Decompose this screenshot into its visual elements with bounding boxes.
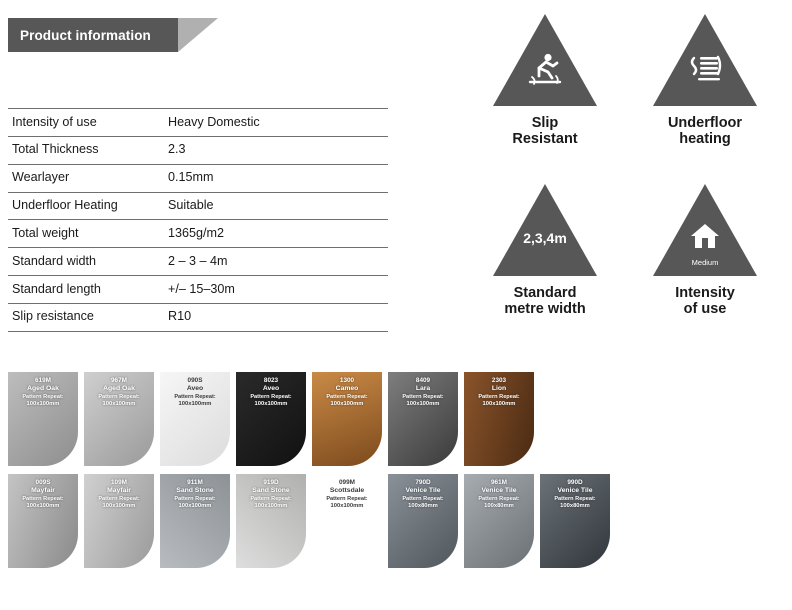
swatch-text bbox=[388, 474, 458, 509]
swatch-text bbox=[8, 372, 78, 407]
swatch-code: 099M bbox=[339, 479, 355, 486]
colour-swatch-grid bbox=[8, 372, 788, 576]
triangle-shape bbox=[493, 184, 597, 276]
spec-label: Standard length bbox=[12, 281, 101, 296]
swatch-repeat-label: Pattern Repeat: bbox=[22, 394, 64, 401]
swatch-text bbox=[236, 474, 306, 509]
table-row bbox=[8, 276, 388, 304]
feature-caption-line1: Underfloor bbox=[667, 115, 743, 131]
swatch-code: 009S bbox=[35, 479, 51, 486]
feature-caption-line2: of use bbox=[683, 301, 727, 318]
underfloor-heating-icon bbox=[653, 52, 757, 84]
swatch-text bbox=[464, 372, 534, 407]
banner-tail-shape bbox=[178, 18, 218, 52]
spec-label: Standard width bbox=[12, 253, 97, 268]
triangle-shape bbox=[653, 184, 757, 276]
swatch-item[interactable] bbox=[312, 474, 382, 568]
spec-label: Wearlayer bbox=[12, 170, 70, 185]
swatch-repeat-label: Pattern Repeat: bbox=[250, 496, 292, 503]
swatch-dimension: 100x100mm bbox=[330, 400, 364, 407]
spec-label: Total weight bbox=[12, 225, 79, 240]
swatch-name: Lara bbox=[415, 384, 431, 392]
swatch-dimension: 100x100mm bbox=[178, 502, 212, 509]
swatch-name: Scottsdale bbox=[329, 486, 365, 494]
spec-label: Slip resistance bbox=[12, 309, 94, 324]
swatch-dimension: 100x100mm bbox=[254, 502, 288, 509]
swatch-repeat-label: Pattern Repeat: bbox=[250, 394, 292, 401]
spec-label: Underfloor Heating bbox=[12, 198, 118, 213]
swatch-dimension: 100x80mm bbox=[484, 502, 514, 509]
swatch-text bbox=[84, 372, 154, 407]
swatch-name: Aveo bbox=[186, 384, 204, 392]
feature-caption-line2: metre width bbox=[504, 301, 586, 318]
spec-value: 2.3 bbox=[168, 142, 186, 157]
feature-caption bbox=[630, 285, 780, 317]
swatch-code: 790D bbox=[415, 479, 431, 486]
swatch-row-2 bbox=[8, 474, 788, 568]
swatch-repeat-label: Pattern Repeat: bbox=[326, 394, 368, 401]
specification-table-body bbox=[8, 109, 388, 332]
swatch-dimension: 100x100mm bbox=[406, 400, 440, 407]
swatch-text bbox=[312, 372, 382, 407]
swatch-item[interactable] bbox=[160, 372, 230, 466]
swatch-dimension: 100x100mm bbox=[26, 400, 60, 407]
swatch-name: Mayfair bbox=[107, 486, 131, 494]
table-row bbox=[8, 136, 388, 164]
table-row bbox=[8, 109, 388, 137]
swatch-code: 8409 bbox=[415, 377, 431, 384]
swatch-repeat-label: Pattern Repeat: bbox=[554, 496, 596, 503]
swatch-text bbox=[540, 474, 610, 509]
swatch-code: 911M bbox=[187, 479, 203, 486]
swatch-text bbox=[464, 474, 534, 509]
triangle-shape bbox=[493, 14, 597, 106]
swatch-name: Cameo bbox=[335, 384, 359, 392]
swatch-dimension: 100x80mm bbox=[408, 502, 438, 509]
swatch-name: Aged Oak bbox=[27, 384, 59, 392]
swatch-item[interactable] bbox=[388, 474, 458, 568]
swatch-name: Venice Tile bbox=[557, 486, 593, 494]
metre-width-value: 2,3,4m bbox=[523, 230, 567, 246]
swatch-code: 990D bbox=[567, 479, 583, 486]
swatch-text bbox=[236, 372, 306, 407]
feature-caption-line1: Intensity bbox=[675, 285, 735, 301]
swatch-row-1 bbox=[8, 372, 788, 466]
swatch-repeat-label: Pattern Repeat: bbox=[174, 394, 216, 401]
table-row bbox=[8, 220, 388, 248]
swatch-dimension: 100x100mm bbox=[102, 502, 136, 509]
spec-value: 2 – 3 – 4m bbox=[168, 253, 228, 268]
spec-value: 1365g/m2 bbox=[168, 225, 225, 240]
swatch-dimension: 100x100mm bbox=[26, 502, 60, 509]
feature-caption-line1: Slip bbox=[531, 115, 559, 131]
swatch-code: 961M bbox=[491, 479, 507, 486]
table-row bbox=[8, 248, 388, 276]
feature-caption bbox=[470, 115, 620, 147]
swatch-item[interactable] bbox=[160, 474, 230, 568]
swatch-code: 090S bbox=[187, 377, 203, 384]
spec-value: 0.15mm bbox=[168, 170, 214, 185]
swatch-dimension: 100x100mm bbox=[102, 400, 136, 407]
swatch-text bbox=[312, 474, 382, 509]
table-row bbox=[8, 192, 388, 220]
swatch-dimension: 100x100mm bbox=[330, 502, 364, 509]
swatch-dimension: 100x100mm bbox=[482, 400, 516, 407]
swatch-text bbox=[160, 372, 230, 407]
swatch-dimension: 100x80mm bbox=[560, 502, 590, 509]
swatch-dimension: 100x100mm bbox=[254, 400, 288, 407]
swatch-item[interactable] bbox=[464, 474, 534, 568]
swatch-code: 619M bbox=[35, 377, 51, 384]
swatch-repeat-label: Pattern Repeat: bbox=[478, 496, 520, 503]
swatch-repeat-label: Pattern Repeat: bbox=[174, 496, 216, 503]
feature-caption bbox=[470, 285, 620, 317]
swatch-repeat-label: Pattern Repeat: bbox=[98, 394, 140, 401]
swatch-name: Aged Oak bbox=[103, 384, 135, 392]
feature-caption-line2: Resistant bbox=[512, 131, 578, 148]
feature-standard-metre-width bbox=[470, 184, 620, 317]
swatch-repeat-label: Pattern Repeat: bbox=[402, 496, 444, 503]
swatch-name: Aveo bbox=[262, 384, 280, 392]
product-information-banner bbox=[8, 18, 218, 52]
house-icon bbox=[653, 222, 757, 250]
swatch-name: Sand Stone bbox=[176, 486, 214, 494]
swatch-item[interactable] bbox=[388, 372, 458, 466]
swatch-name: Sand Stone bbox=[252, 486, 290, 494]
slip-resistant-icon bbox=[493, 52, 597, 86]
table-row bbox=[8, 303, 388, 331]
intensity-sub-label: Medium bbox=[691, 258, 719, 267]
swatch-name: Mayfair bbox=[31, 486, 55, 494]
swatch-text bbox=[388, 372, 458, 407]
spec-value: Suitable bbox=[168, 198, 214, 213]
spec-label: Intensity of use bbox=[12, 114, 97, 129]
swatch-code: 1300 bbox=[339, 377, 355, 384]
swatch-item[interactable] bbox=[236, 474, 306, 568]
swatch-code: 8023 bbox=[263, 377, 279, 384]
swatch-text bbox=[160, 474, 230, 509]
swatch-item[interactable] bbox=[8, 372, 78, 466]
spec-value: +/– 15–30m bbox=[168, 281, 235, 296]
feature-slip-resistant bbox=[470, 14, 620, 147]
swatch-name: Venice Tile bbox=[405, 486, 441, 494]
feature-caption bbox=[630, 115, 780, 147]
table-row bbox=[8, 164, 388, 192]
swatch-code: 967M bbox=[111, 377, 127, 384]
swatch-code: 109M bbox=[111, 479, 127, 486]
banner-label: Product information bbox=[8, 18, 178, 52]
swatch-repeat-label: Pattern Repeat: bbox=[326, 496, 368, 503]
swatch-name: Venice Tile bbox=[481, 486, 517, 494]
feature-intensity-of-use bbox=[630, 184, 780, 317]
spec-value: Heavy Domestic bbox=[168, 114, 260, 129]
triangle-shape bbox=[653, 14, 757, 106]
feature-underfloor-heating bbox=[630, 14, 780, 147]
swatch-item[interactable] bbox=[84, 474, 154, 568]
spec-label: Total Thickness bbox=[12, 142, 99, 157]
swatch-repeat-label: Pattern Repeat: bbox=[478, 394, 520, 401]
swatch-repeat-label: Pattern Repeat: bbox=[402, 394, 444, 401]
swatch-text bbox=[84, 474, 154, 509]
swatch-repeat-label: Pattern Repeat: bbox=[98, 496, 140, 503]
swatch-code: 2303 bbox=[491, 377, 507, 384]
specification-table bbox=[8, 108, 388, 332]
swatch-text bbox=[8, 474, 78, 509]
feature-caption-line1: Standard bbox=[513, 285, 577, 301]
swatch-code: 919D bbox=[263, 479, 279, 486]
spec-value: R10 bbox=[168, 309, 192, 324]
swatch-item[interactable] bbox=[464, 372, 534, 466]
swatch-item[interactable] bbox=[84, 372, 154, 466]
swatch-item[interactable] bbox=[236, 372, 306, 466]
swatch-dimension: 100x100mm bbox=[178, 400, 212, 407]
swatch-item[interactable] bbox=[312, 372, 382, 466]
swatch-repeat-label: Pattern Repeat: bbox=[22, 496, 64, 503]
feature-caption-line2: heating bbox=[679, 131, 731, 148]
swatch-item[interactable] bbox=[8, 474, 78, 568]
swatch-item[interactable] bbox=[540, 474, 610, 568]
swatch-name: Lion bbox=[491, 384, 507, 392]
